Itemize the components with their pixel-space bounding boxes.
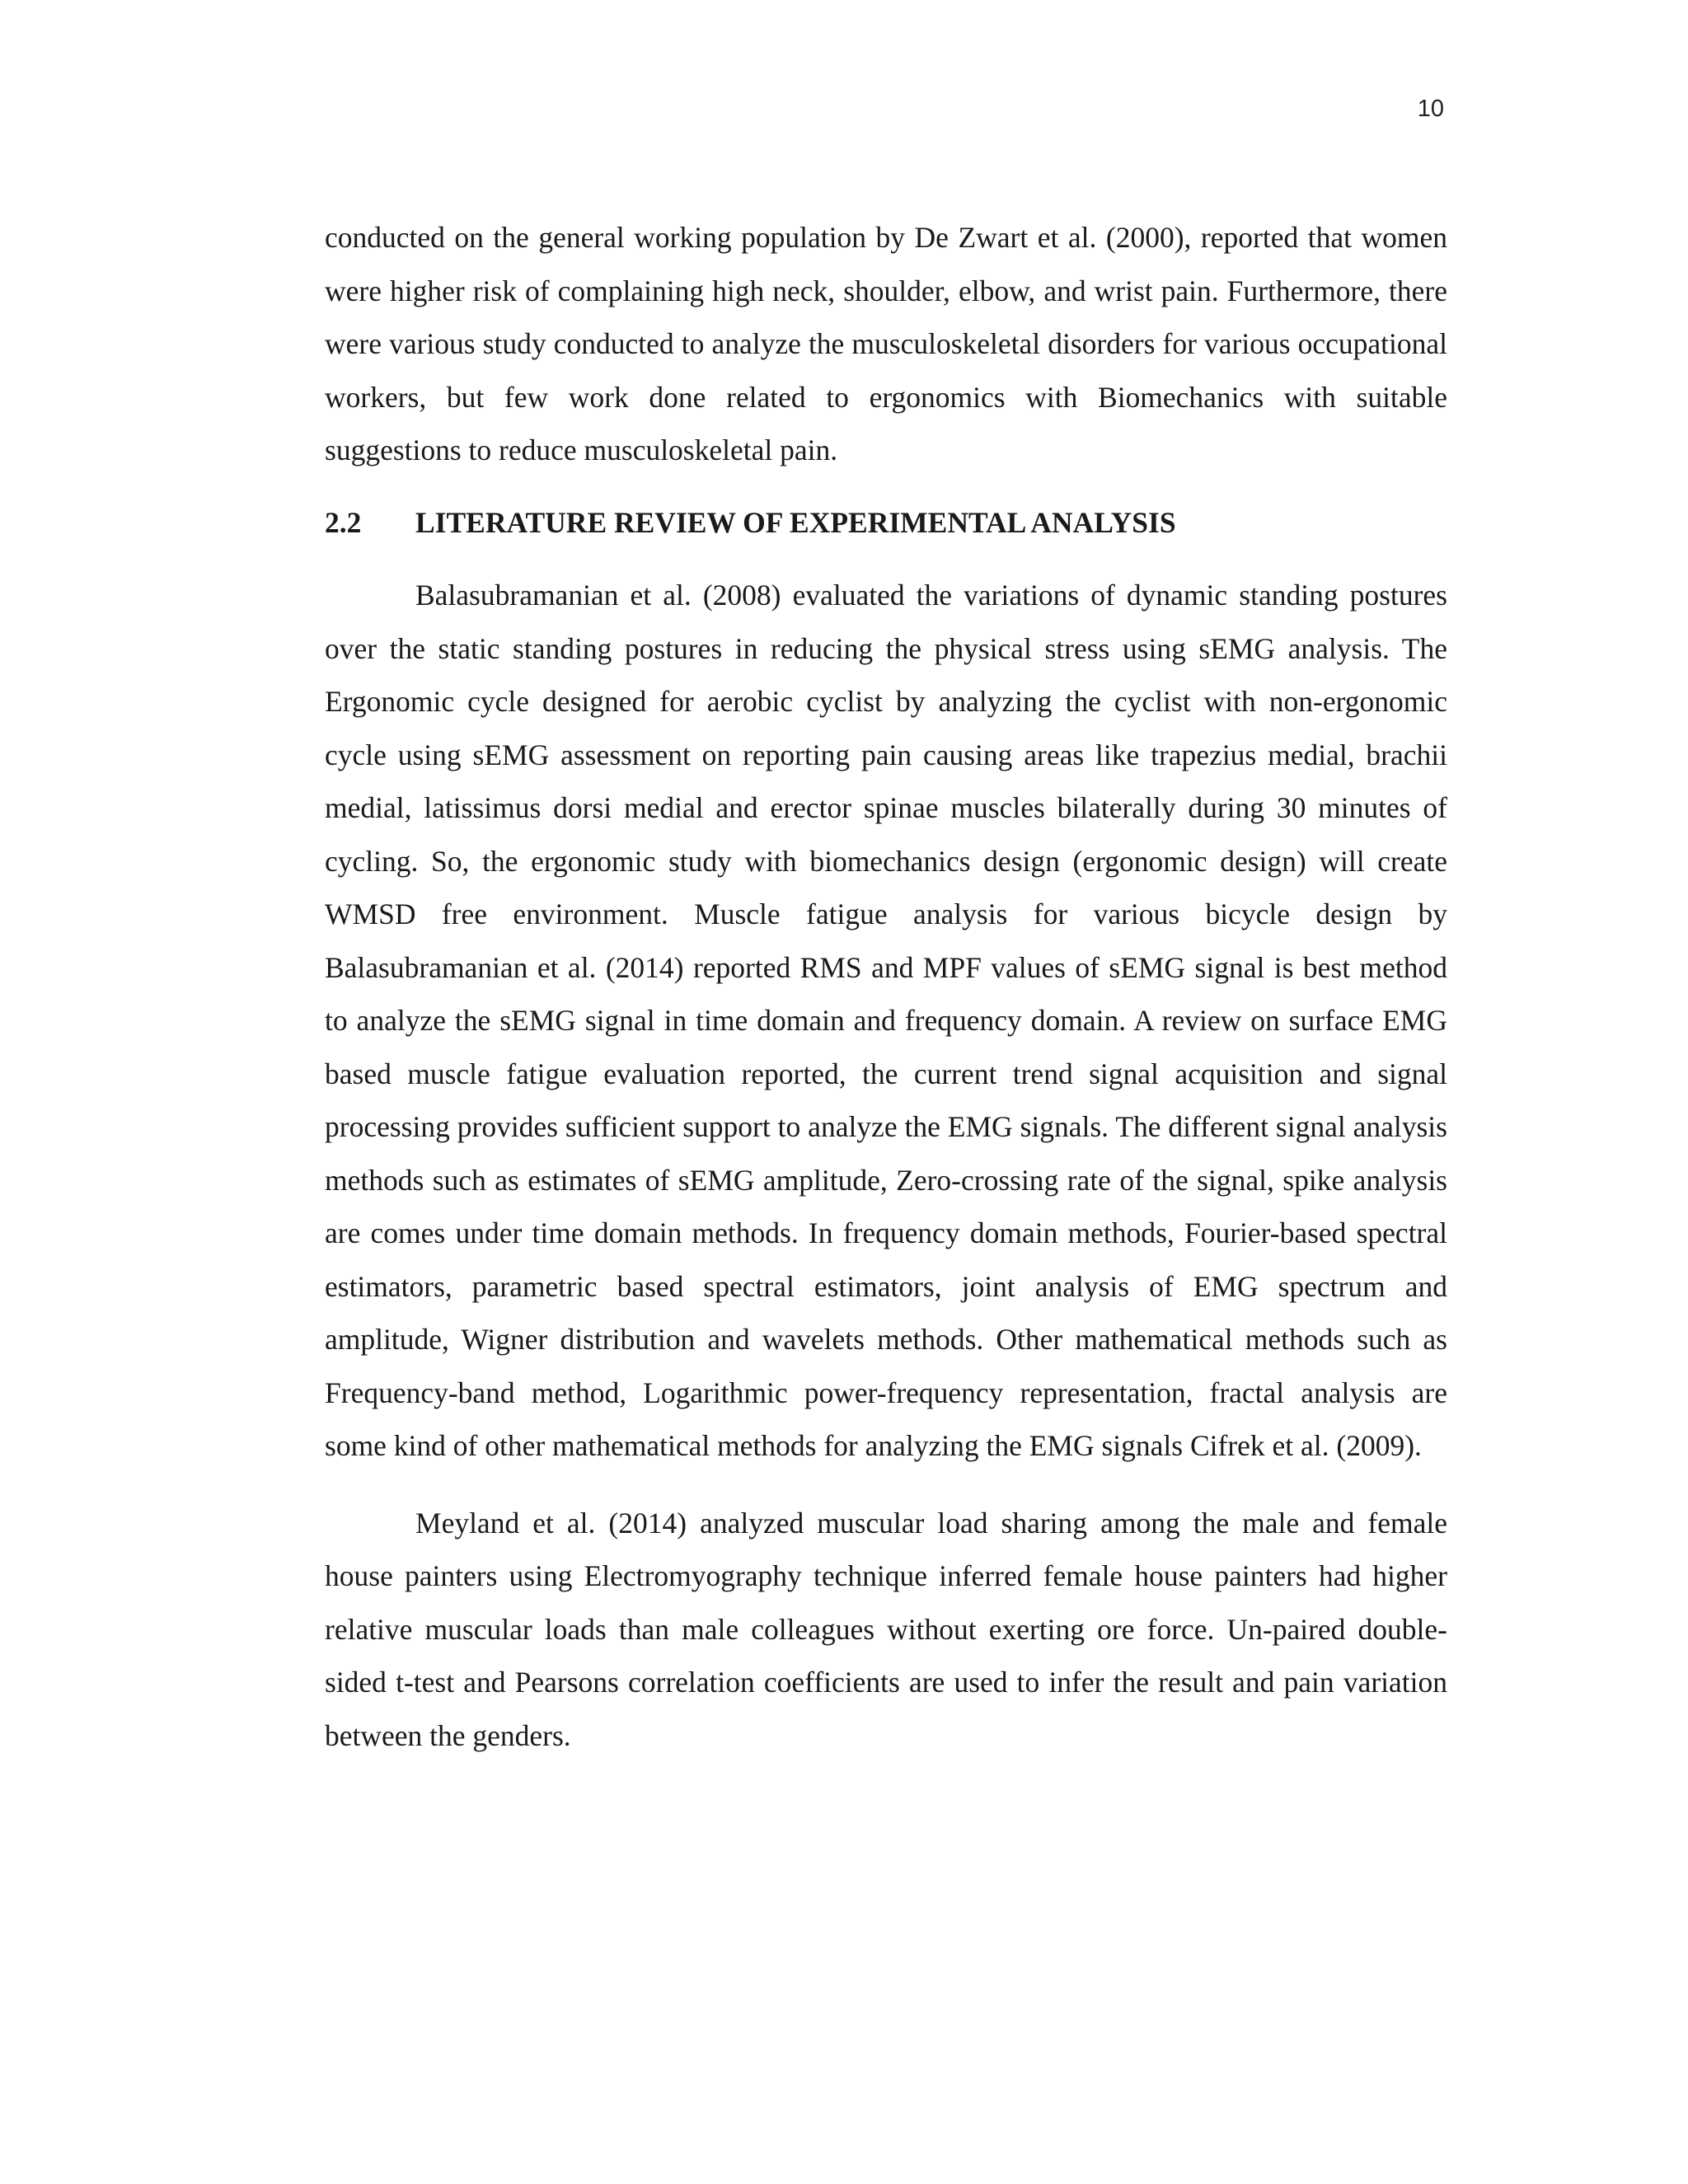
body-paragraph: Balasubramanian et al. (2008) evaluated the variations of dynamic standing postures over the static standing postures in reducing the physical stress using sEMG analysis. The Ergonomic cycle designed for aerobic cyclist by analyzing the cyclist with non-ergonomic cycle using sEMG assessment on reporting pain causing areas like trapezius medial, brachii medial, latissimus dorsi medial and erector spinae muscles bilaterally during 30 minutes of cycling. So, the ergonomic study with biomechanics design (ergonomic design) will create WMSD free environment. Muscle fatigue analysis for various bicycle design by Balasubramanian et al. (2014) reported RMS and MPF values of sEMG signal is best method to analyze the sEMG signal in time domain and frequency domain. A review on surface EMG based muscle fatigue evaluation reported, the current trend signal acquisition and signal processing provides sufficient support to analyze the EMG signals. The different signal analysis methods such as estimates of sEMG amplitude, Zero-crossing rate of the signal, spike analysis are comes under time domain methods. In frequency domain methods, Fourier-based spectral estimators, parametric based spectral estimators, joint analysis of EMG spectrum and amplitude, Wigner distribution and wavelets methods. Other mathematical methods such as Frequency-band method, Logarithmic power-frequency representation, fractal analysis are some kind of other mathematical methods for analyzing the EMG signals Cifrek et al. (2009). bbox=[325, 579, 1447, 1462]
body-paragraph: Meyland et al. (2014) analyzed muscular load sharing among the male and female house painters using Electromyography technique inferred female house painters had higher relative muscular loads than male colleagues without exerting ore force. Un-paired double-sided t-test and Pearsons correlation coefficients are used to infer the result and pain variation between the genders. bbox=[325, 1506, 1447, 1752]
section-heading bbox=[325, 496, 1447, 550]
intro-paragraph: conducted on the general working population by De Zwart et al. (2000), reported that women were higher risk of complaining high neck, shoulder, elbow, and wrist pain. Furthermore, there were various study conducted to analyze the musculoskeletal disorders for various occupational workers, but few work done related to ergonomics with Biomechanics with suitable suggestions to reduce musculoskeletal pain. bbox=[325, 221, 1447, 466]
section-title: LITERATURE REVIEW OF EXPERIMENTAL ANALYSIS bbox=[415, 505, 1176, 539]
page-number: 10 bbox=[1417, 96, 1444, 122]
page-body bbox=[325, 211, 1447, 1762]
section-number: 2.2 bbox=[325, 505, 362, 539]
